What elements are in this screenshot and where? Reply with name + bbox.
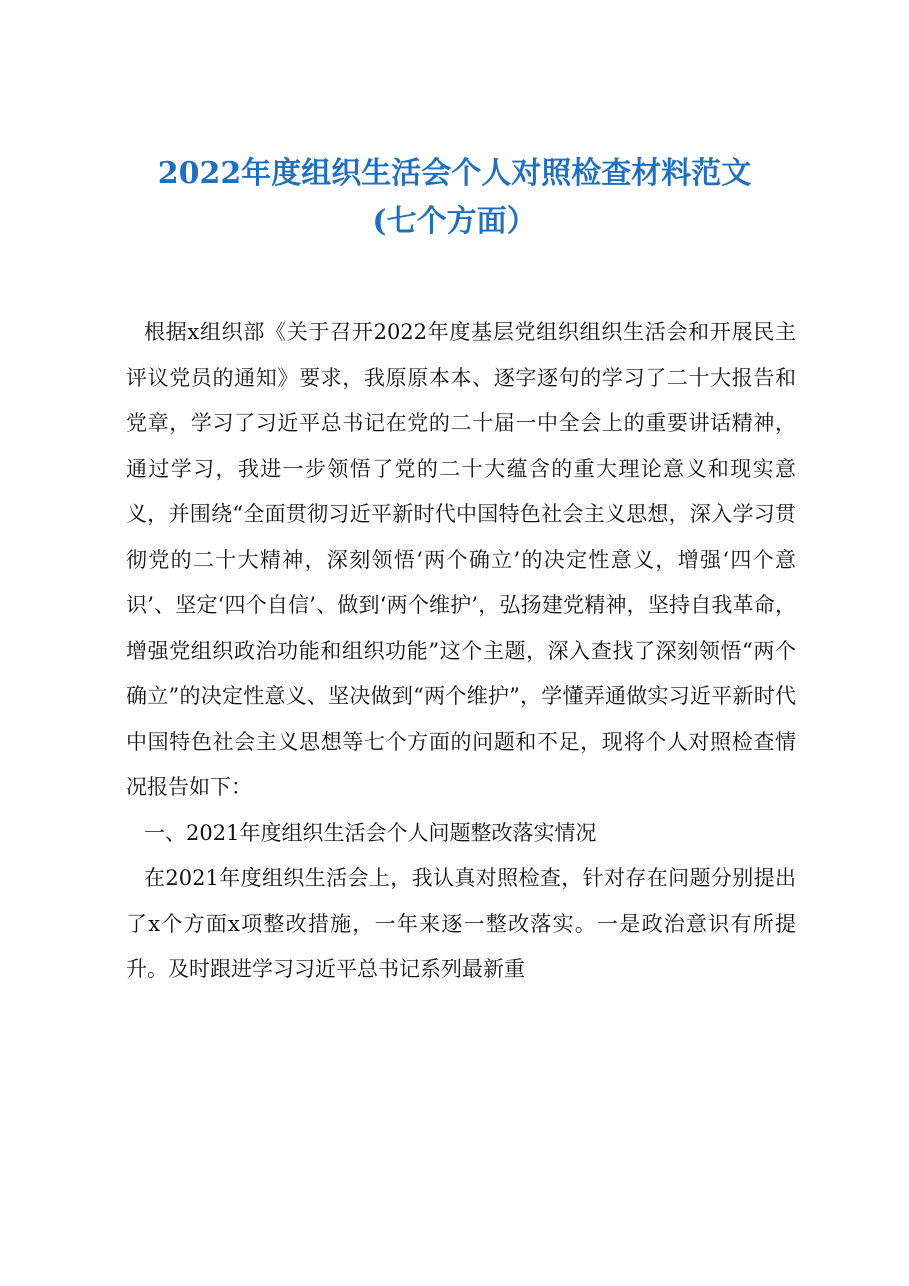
title-line-1: 2022年度组织生活会个人对照检查材料范文 (157, 156, 752, 191)
intro-paragraph: 根据x组织部《关于召开2022年度基层党组织组织生活会和开展民主评议党员的通知》要求，我原原本本、逐字逐句的学习了二十大报告和党章，学习了习近平总书记在党的二十届一中全会上的重要讲话精神，通过学习，我进一步领悟了党的二十大蕴含的重大理论意义和现实意义，并围绕“全面贯彻习近平新时代中国特色社会主义思想，深入学习贯彻党的二十大精神，深刻领悟‘两个确立’的决定性意义，增强‘四个意识’、坚定‘四个自信’、做到‘两个维护’，弘扬建党精神，坚持自我革命，增强党组织政治功能和组织功能”这个主题，深入查找了深刻领悟“两个确立”的决定性意义、坚决做到“两个维护”，学懂弄通做实习近平新时代中国特色社会主义思想等七个方面的问题和不足，现将个人对照检查情况报告如下： (126, 320, 796, 799)
section-1-paragraph: 在2021年度组织生活会上，我认真对照检查，针对存在问题分别提出了x个方面x项整改措施，一年来逐一整改落实。一是政治意识有所提升。及时跟进学习习近平总书记系列最新重 (126, 866, 796, 981)
document-title (0, 150, 909, 246)
section-heading-1: 一、2021年度组织生活会个人问题整改落实情况 (144, 820, 597, 845)
title-line-2: (七个方面） (372, 204, 537, 239)
document-body (126, 310, 796, 993)
